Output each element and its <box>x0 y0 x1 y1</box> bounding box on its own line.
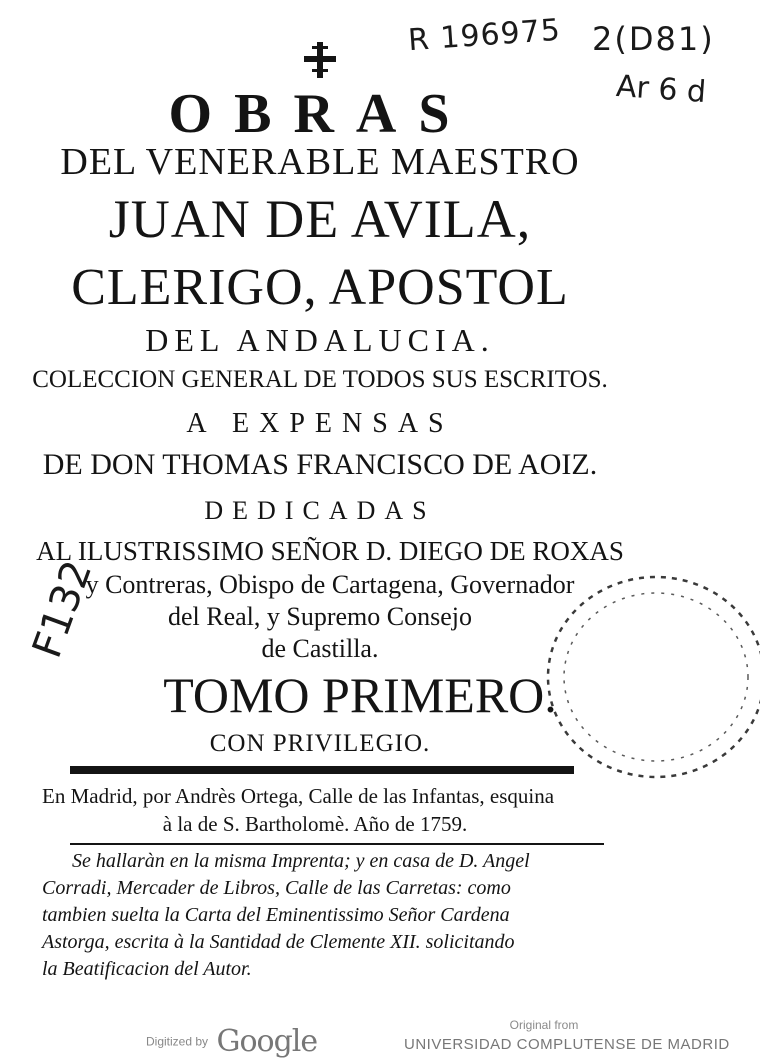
note-line-2: Corradi, Mercader de Libros, Calle de las Carretas: como <box>42 877 511 899</box>
handwritten-shelfmark-a: R 196975 <box>406 12 562 59</box>
note-line-4: Astorga, escrita à la Santidad de Clemente XII. solicitando <box>42 931 515 953</box>
digitized-by-google <box>146 1024 317 1059</box>
title-line-a-expensas: A EXPENSAS <box>186 408 454 439</box>
handwritten-shelfmark-c: Ar 6 d <box>614 68 708 111</box>
title-line-del-venerable: DEL VENERABLE MAESTRO <box>60 141 580 183</box>
library-stamp-icon <box>536 566 760 788</box>
title-line-al-ilustrissimo: AL ILUSTRISSIMO SEÑOR D. DIEGO DE ROXAS <box>36 536 624 566</box>
digitized-by-label: Digitized by <box>146 1034 209 1049</box>
note-line-5: la Beatificacion del Autor. <box>42 958 252 980</box>
note-line-1: Se hallaràn en la misma Imprenta; y en casa de D. Angel <box>72 850 530 872</box>
title-obras: OBRAS <box>168 83 472 145</box>
institution-name: UNIVERSIDAD COMPLUTENSE DE MADRID <box>404 1036 730 1053</box>
title-line-contreras: y Contreras, Obispo de Cartagena, Governador <box>85 570 575 599</box>
title-line-dedicadas: DEDICADAS <box>204 496 436 525</box>
title-line-de-don-thomas: DE DON THOMAS FRANCISCO DE AOIZ. <box>42 448 598 481</box>
original-from-label: Original from <box>509 1018 579 1032</box>
title-con-privilegio: CON PRIVILEGIO. <box>209 730 431 757</box>
divider-thick <box>70 766 574 774</box>
imprint-line-2: à la de S. Bartholomè. Año de 1759. <box>162 812 468 836</box>
title-line-castilla: de Castilla. <box>261 634 379 663</box>
original-from-block <box>404 1018 730 1053</box>
google-logo: Google <box>216 1024 318 1059</box>
title-line-real-consejo: del Real, y Supremo Consejo <box>167 602 472 631</box>
note-line-3: tambien suelta la Carta del Eminentissimo Señor Cardena <box>42 904 510 926</box>
title-line-andalucia: DEL ANDALUCIA. <box>145 322 495 358</box>
title-line-clerigo: CLERIGO, APOSTOL <box>71 259 569 316</box>
handwritten-side-number: F132 <box>24 554 102 664</box>
cross-ornament-icon <box>300 40 340 80</box>
title-tomo-primero: TOMO PRIMERO. <box>163 667 557 723</box>
imprint-line-1: En Madrid, por Andrès Ortega, Calle de las Infantas, esquina <box>42 784 555 808</box>
title-line-juan-de-avila: JUAN DE AVILA, <box>108 189 532 249</box>
divider-thin <box>70 843 604 845</box>
title-line-coleccion: COLECCION GENERAL DE TODOS SUS ESCRITOS. <box>32 366 608 393</box>
handwritten-shelfmark-b: 2(D81) <box>592 20 715 58</box>
